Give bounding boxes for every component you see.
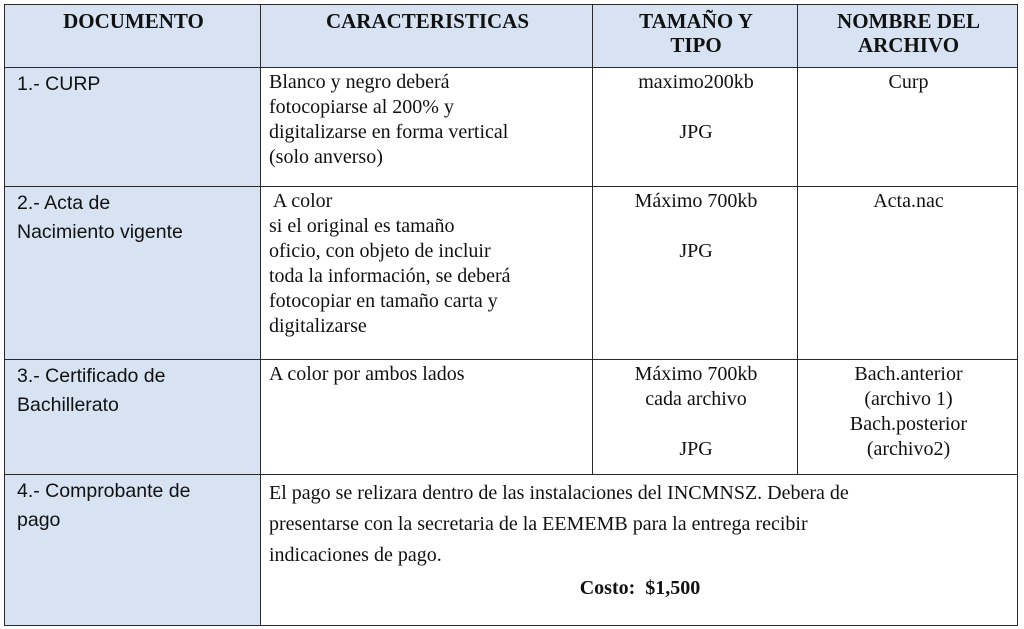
- header-caracteristicas: [261, 5, 593, 68]
- header-documento: [5, 5, 261, 68]
- documento-name: 2.- Acta de: [17, 192, 111, 214]
- header-documento-text: DOCUMENTO: [63, 9, 204, 33]
- table-row-curp: [5, 68, 1018, 187]
- caracteristicas-line: Blanco y negro deberá: [269, 71, 450, 93]
- caracteristicas-line: fotocopiar en tamaño carta y: [269, 290, 498, 312]
- filename-value: Curp: [888, 71, 929, 93]
- cell-caracteristicas: [261, 360, 593, 475]
- cell-caracteristicas: [261, 68, 593, 187]
- documento-name: Bachillerato: [17, 394, 119, 416]
- header-nombre-line1: NOMBRE DEL: [837, 9, 980, 33]
- filename-value: Acta.nac: [873, 190, 944, 212]
- size-value: Máximo 700kb: [634, 363, 758, 385]
- header-nombre-archivo: [798, 5, 1018, 68]
- table-row-certificado: [5, 360, 1018, 475]
- size-value: maximo200kb: [638, 71, 754, 93]
- cell-nombre-archivo: [798, 360, 1018, 475]
- cell-caracteristicas: [261, 187, 593, 360]
- cell-tamano-tipo: [593, 360, 798, 475]
- filename-value: Bach.anterior: [854, 363, 963, 385]
- caracteristicas-line: digitalizarse: [269, 315, 367, 337]
- filename-value: Bach.posterior: [849, 413, 968, 435]
- caracteristicas-line: fotocopiarse al 200% y: [269, 96, 454, 118]
- caracteristicas-line: si el original es tamaño: [269, 215, 455, 237]
- payment-line: El pago se relizara dentro de las instalaciones del INCMNSZ. Debera de: [269, 482, 849, 504]
- cell-nombre-archivo: [798, 68, 1018, 187]
- documento-name: Nacimiento vigente: [17, 221, 183, 243]
- header-tamano-line2: TIPO: [670, 33, 722, 57]
- cell-documento: [5, 360, 261, 475]
- requirements-table: [4, 4, 1018, 626]
- caracteristicas-line: A color: [269, 190, 333, 212]
- payment-line: presentarse con la secretaria de la EEMEMB para la entrega recibir: [269, 513, 808, 535]
- caracteristicas-line: toda la información, se deberá: [269, 265, 511, 287]
- size-value: Máximo 700kb: [634, 190, 758, 212]
- cell-documento: [5, 68, 261, 187]
- cell-payment-info: [261, 475, 1018, 626]
- documento-name: 3.- Certificado de: [17, 365, 166, 387]
- cost-value: Costo: $1,500: [579, 577, 701, 599]
- header-row: [5, 5, 1018, 68]
- table-row-comprobante: [5, 475, 1018, 626]
- caracteristicas-line: oficio, con objeto de incluir: [269, 240, 491, 262]
- documento-name: pago: [17, 509, 61, 531]
- cell-documento: [5, 187, 261, 360]
- cell-nombre-archivo: [798, 187, 1018, 360]
- type-value: JPG: [679, 121, 713, 143]
- header-tamano-tipo: [593, 5, 798, 68]
- type-value: JPG: [679, 438, 713, 460]
- cell-tamano-tipo: [593, 187, 798, 360]
- filename-note: (archivo2): [866, 438, 951, 460]
- filename-note: (archivo 1): [864, 388, 953, 410]
- size-note: cada archivo: [645, 388, 747, 410]
- documento-name: 4.- Comprobante de: [17, 480, 191, 502]
- type-value: JPG: [679, 240, 713, 262]
- table-header: [5, 5, 1018, 68]
- cell-documento: [5, 475, 261, 626]
- caracteristicas-line: A color por ambos lados: [269, 363, 465, 385]
- header-tamano-line1: TAMAÑO Y: [639, 9, 753, 33]
- payment-line: indicaciones de pago.: [269, 544, 442, 566]
- caracteristicas-line: digitalizarse en forma vertical: [269, 121, 509, 143]
- header-caracteristicas-text: CARACTERISTICAS: [325, 9, 530, 33]
- cell-tamano-tipo: [593, 68, 798, 187]
- caracteristicas-line: (solo anverso): [269, 146, 383, 168]
- header-nombre-line2: ARCHIVO: [857, 33, 960, 57]
- documento-name: 1.- CURP: [17, 73, 101, 95]
- table-row-acta: [5, 187, 1018, 360]
- table-body: [5, 68, 1018, 626]
